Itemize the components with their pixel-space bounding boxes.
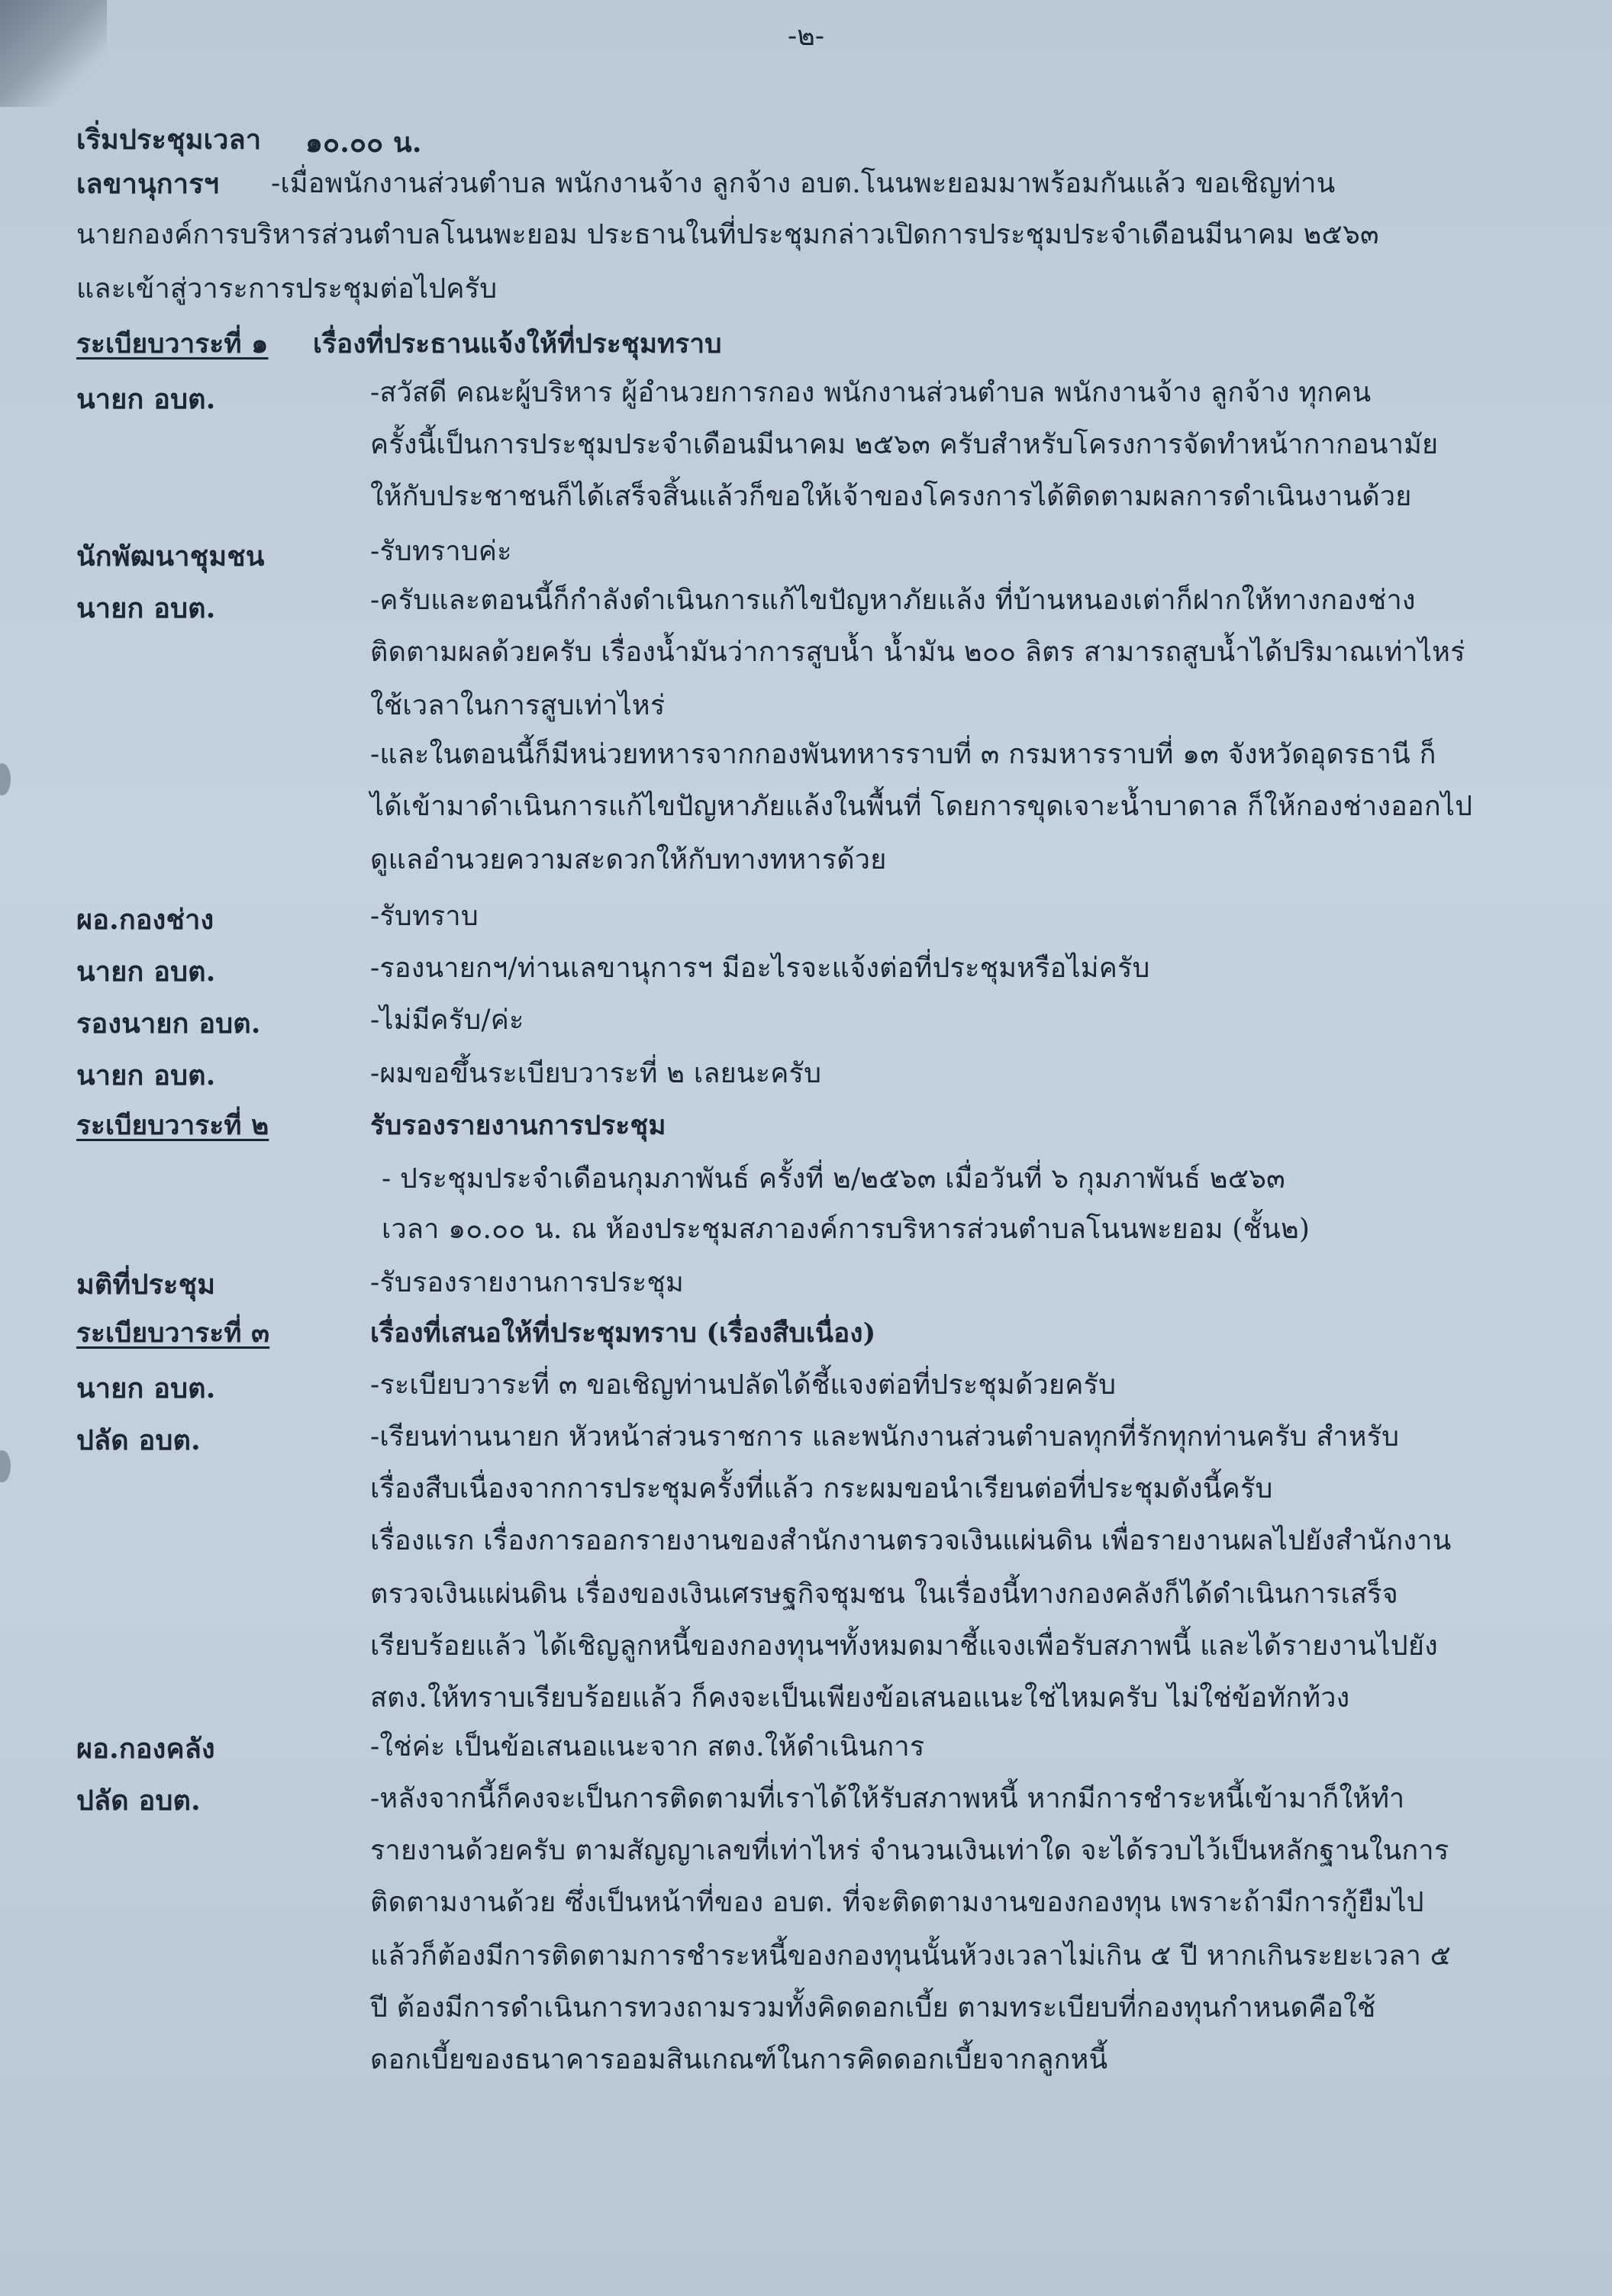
- speaker-label: ปลัด อบต.: [76, 1424, 201, 1456]
- text-line: ตรวจเงินแผ่นดิน เรื่องของเงินเศรษฐกิจชุมชน ในเรื่องนี้ทางกองคลังก็ได้ดำเนินการเสร็จ: [370, 1578, 1398, 1610]
- speaker-label: นายก อบต.: [76, 956, 216, 988]
- text-line: ปี ต้องมีการดำเนินการทวงถามรวมทั้งคิดดอกเบี้ย ตามทระเบียบที่กองทุนกำหนดคือใช้: [370, 1992, 1376, 2024]
- speaker-label: เลขานุการฯ: [76, 168, 220, 200]
- text-line: เรื่องสืบเนื่องจากการประชุมครั้งที่แล้ว กระผมขอนำเรียนต่อที่ประชุมดังนี้ครับ: [370, 1473, 1273, 1504]
- text-line: รายงานด้วยครับ ตามสัญญาเลขที่เท่าไหร่ จำนวนเงินเท่าใด จะได้รวบไว้เป็นหลักฐานในการ: [370, 1835, 1449, 1866]
- agenda-label: ระเบียบวาระที่ ๒: [76, 1110, 269, 1141]
- text-line: ใช้เวลาในการสูบเท่าไหร่: [370, 690, 666, 721]
- text-line: -รับทราบ: [370, 901, 479, 932]
- speaker-label: นายก อบต.: [76, 383, 216, 415]
- binder-hole: [0, 763, 11, 795]
- speaker-label: นายก อบต.: [76, 592, 216, 624]
- text-line: -และในตอนนี้ก็มีหน่วยทหารจากกองพันทหารราบที่ ๓ กรมหารราบที่ ๑๓ จังหวัดอุดรธานี ก็: [370, 739, 1436, 770]
- text-line: -รองนายกฯ/ท่านเลขานุการฯ มีอะไรจะแจ้งต่อที่ประชุมหรือไม่ครับ: [370, 953, 1150, 984]
- text-line: -รับทราบค่ะ: [370, 536, 512, 567]
- speaker-label: รองนายก อบต.: [76, 1008, 261, 1040]
- text-line: -ระเบียบวาระที่ ๓ ขอเชิญท่านปลัดได้ชี้แจงต่อที่ประชุมด้วยครับ: [370, 1369, 1117, 1401]
- speaker-label: นักพัฒนาชุมชน: [76, 540, 265, 572]
- text-line: ติดตามงานด้วย ซึ่งเป็นหน้าที่ของ อบต. ที่จะติดตามงานของกองทุน เพราะถ้ามีการกู้ยืมไป: [370, 1887, 1424, 1918]
- text-line: นายกองค์การบริหารส่วนตำบลโนนพะยอม ประธานในที่ประชุมกล่าวเปิดการประชุมประจำเดือนมีนาคม ๒๕๖๓: [76, 219, 1379, 250]
- text-line: ให้กับประชาชนก็ได้เสร็จสิ้นแล้วก็ขอให้เจ้าของโครงการได้ติดตามผลการดำเนินงานด้วย: [370, 481, 1412, 512]
- text-line: ดอกเบี้ยของธนาคารออมสินเกณฑ์ในการคิดดอกเบี้ยจากลูกหนี้: [370, 2044, 1108, 2075]
- text-line: สตง.ให้ทราบเรียบร้อยแล้ว ก็คงจะเป็นเพียงข้อเสนอแนะใช่ไหมครับ ไม่ใช่ข้อทักท้วง: [370, 1682, 1350, 1714]
- text-line: เรื่องแรก เรื่องการออกรายงานของสำนักงานตรวจเงินแผ่นดิน เพื่อรายงานผลไปยังสำนักงาน: [370, 1525, 1452, 1556]
- text-line: - ประชุมประจำเดือนกุมภาพันธ์ ครั้งที่ ๒/๒๕๖๓ เมื่อวันที่ ๖ กุมภาพันธ์ ๒๕๖๓: [382, 1163, 1285, 1195]
- speaker-label: ปลัด อบต.: [76, 1785, 201, 1817]
- speaker-label: มติที่ประชุม: [76, 1269, 216, 1301]
- speaker-label: นายก อบต.: [76, 1059, 216, 1092]
- binder-hole: [0, 1450, 11, 1482]
- text-line: และเข้าสู่วาระการประชุมต่อไปครับ: [76, 273, 498, 305]
- text-line: ดูแลอำนวยความสะดวกให้กับทางทหารด้วย: [370, 844, 887, 876]
- text-line: -เมื่อพนักงานส่วนตำบล พนักงานจ้าง ลูกจ้าง อบต.โนนพะยอมมาพร้อมกันแล้ว ขอเชิญท่าน: [271, 168, 1336, 199]
- agenda-label: ระเบียบวาระที่ ๓: [76, 1317, 270, 1349]
- text-line: เวลา ๑๐.๐๐ น. ณ ห้องประชุมสภาองค์การบริหารส่วนตำบลโนนพะยอม (ชั้น๒): [382, 1214, 1311, 1245]
- text-line: ครั้งนี้เป็นการประชุมประจำเดือนมีนาคม ๒๕๖๓ ครับสำหรับโครงการจัดทำหน้ากากอนามัย: [370, 429, 1439, 460]
- page-number: -๒-: [787, 21, 825, 52]
- text-line: ติดตามผลด้วยครับ เรื่องน้ำมันว่าการสูบน้ำ น้ำมัน ๒๐๐ ลิตร สามารถสูบน้ำได้ปริมาณเท่าไหร่: [370, 637, 1465, 668]
- agenda-title: เรื่องที่ประธานแจ้งให้ที่ประชุมทราบ: [313, 328, 722, 360]
- text-line: -หลังจากนี้ก็คงจะเป็นการติดตามที่เราได้ให้รับสภาพหนี้ หากมีการชำระหนี้เข้ามาก็ให้ทำ: [370, 1783, 1405, 1814]
- agenda-title: เรื่องที่เสนอให้ที่ประชุมทราบ (เรื่องสืบเนื่อง): [370, 1317, 876, 1349]
- text-line: -ครับและตอนนี้ก็กำลังดำเนินการแก้ไขปัญหาภัยแล้ง ที่บ้านหนองเต่าก็ฝากให้ทางกองช่าง: [370, 585, 1416, 616]
- text-line: -ไม่มีครับ/ค่ะ: [370, 1004, 524, 1036]
- text-line: -รับรองรายงานการประชุม: [370, 1267, 684, 1298]
- text-line: -ใช่ค่ะ เป็นข้อเสนอแนะจาก สตง.ให้ดำเนินการ: [370, 1731, 925, 1762]
- agenda-label: ระเบียบวาระที่ ๑: [76, 328, 269, 360]
- agenda-title: รับรองรายงานการประชุม: [370, 1110, 666, 1141]
- text-line: เรียบร้อยแล้ว ได้เชิญลูกหนี้ของกองทุนฯทั้งหมดมาชี้แจงเพื่อรับสภาพนี้ และได้รายงานไปยัง: [370, 1630, 1438, 1662]
- text-line: -สวัสดี คณะผู้บริหาร ผู้อำนวยการกอง พนักงานส่วนตำบล พนักงานจ้าง ลูกจ้าง ทุกคน: [370, 377, 1372, 408]
- text-line: แล้วก็ต้องมีการติดตามการชำระหนี้ของกองทุนนั้นห้วงเวลาไม่เกิน ๕ ปี หากเกินระยะเวลา ๕: [370, 1940, 1452, 1972]
- text-line: -เรียนท่านนายก หัวหน้าส่วนราชการ และพนักงานส่วนตำบลทุกที่รักทุกท่านครับ สำหรับ: [370, 1421, 1400, 1453]
- start-time: ๑๐.๐๐ น.: [305, 127, 422, 159]
- speaker-label: ผอ.กองช่าง: [76, 904, 214, 936]
- speaker-label: นายก อบต.: [76, 1372, 216, 1404]
- speaker-label: ผอ.กองคลัง: [76, 1733, 215, 1765]
- text-line: -ผมขอขึ้นระเบียบวาระที่ ๒ เลยนะครับ: [370, 1058, 822, 1089]
- text-line: ได้เข้ามาดำเนินการแก้ไขปัญหาภัยแล้งในพื้นที่ โดยการขุดเจาะน้ำบาดาล ก็ให้กองช่างออกไป: [370, 791, 1473, 822]
- start-label: เริ่มประชุมเวลา: [76, 124, 262, 156]
